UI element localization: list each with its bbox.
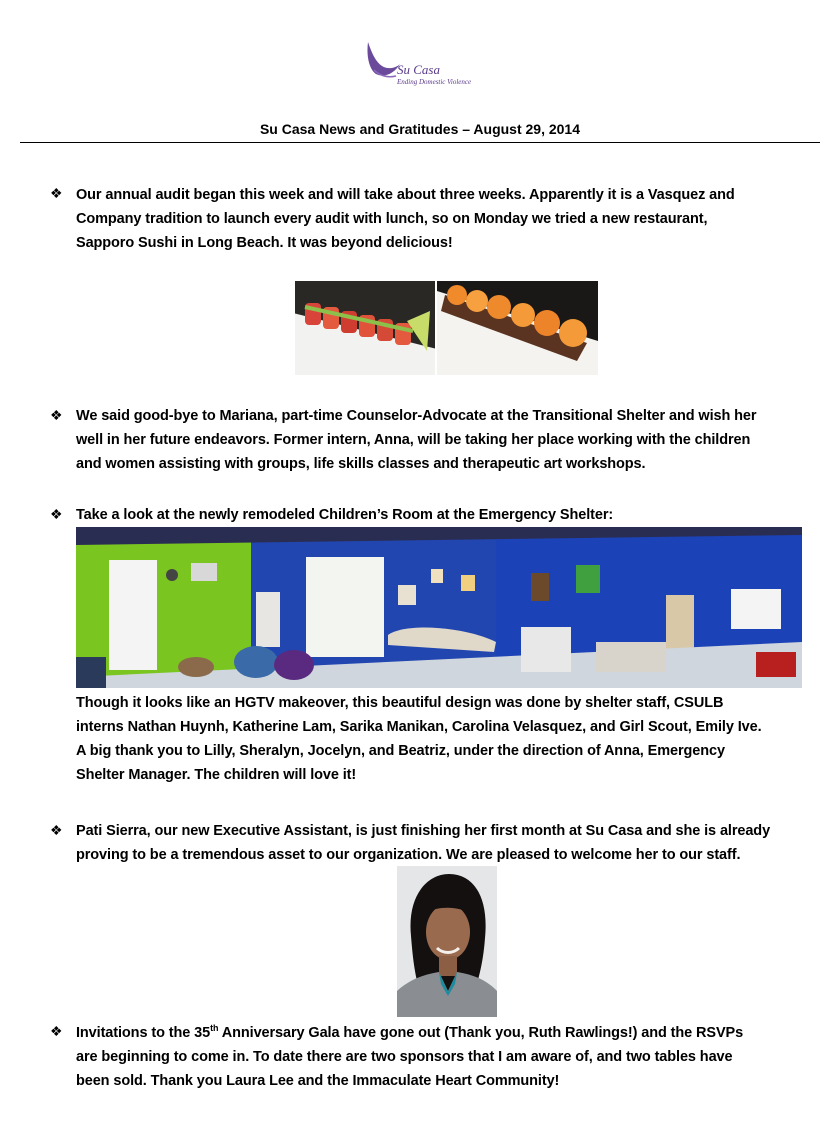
text-line: Shelter Manager. The children will love it! bbox=[76, 767, 357, 783]
portrait-photo bbox=[397, 866, 497, 1017]
ordinal-suffix: th bbox=[210, 1023, 219, 1034]
childrens-room-photo bbox=[76, 527, 802, 688]
text-fragment: Anniversary Gala have gone out (Thank you, Ruth Rawlings!) and the RSVPs bbox=[218, 1025, 744, 1041]
text-line: well in her future endeavors. Former intern, Anna, will be taking her place working with the children bbox=[76, 432, 751, 448]
text-line bbox=[76, 1021, 743, 1045]
text-line: Though it looks like an HGTV makeover, this beautiful design was done by shelter staff, CSULB bbox=[76, 695, 724, 711]
news-item-pati-sierra bbox=[76, 819, 770, 867]
bullet-icon: ❖ bbox=[50, 1023, 63, 1039]
logo-name: Su Casa bbox=[397, 62, 440, 77]
bullet-icon: ❖ bbox=[50, 407, 63, 423]
text-line: been sold. Thank you Laura Lee and the Immaculate Heart Community! bbox=[76, 1073, 560, 1089]
text-line: Company tradition to launch every audit with lunch, so on Monday we tried a new restaurant, bbox=[76, 211, 708, 227]
sushi-photo-left bbox=[295, 281, 435, 375]
news-item-audit bbox=[76, 183, 735, 255]
bullet-icon: ❖ bbox=[50, 822, 63, 838]
text-line: Sapporo Sushi in Long Beach. It was beyond delicious! bbox=[76, 235, 453, 251]
news-item-gala bbox=[76, 1021, 743, 1093]
title-divider bbox=[20, 142, 820, 143]
text-line: We said good-bye to Mariana, part-time Counselor-Advocate at the Transitional Shelter and wish her bbox=[76, 408, 757, 424]
text-line: and women assisting with groups, life skills classes and therapeutic art workshops. bbox=[76, 456, 646, 472]
page-title: Su Casa News and Gratitudes – August 29, 2014 bbox=[259, 121, 581, 137]
bullet-icon: ❖ bbox=[50, 185, 63, 201]
text-line: interns Nathan Huynh, Katherine Lam, Sarika Manikan, Carolina Velasquez, and Girl Scout, Emily Ive. bbox=[76, 719, 762, 735]
text-line: Our annual audit began this week and will take about three weeks. Apparently it is a Vasquez and bbox=[76, 187, 735, 203]
su-casa-logo bbox=[362, 40, 480, 98]
text-fragment: Invitations to the 35 bbox=[76, 1025, 211, 1041]
text-line: are beginning to come in. To date there are two sponsors that I am aware of, and two tables have bbox=[76, 1049, 733, 1065]
sushi-photo-right bbox=[437, 281, 598, 375]
text-line: proving to be a tremendous asset to our organization. We are pleased to welcome her to our staff. bbox=[76, 847, 741, 863]
text-line: A big thank you to Lilly, Sheralyn, Jocelyn, and Beatriz, under the direction of Anna, Emergency bbox=[76, 743, 725, 759]
logo-tagline: Ending Domestic Violence bbox=[397, 78, 472, 86]
news-item-childrens-room-heading: Take a look at the newly remodeled Children’s Room at the Emergency Shelter: bbox=[76, 507, 614, 523]
bullet-icon: ❖ bbox=[50, 506, 63, 522]
news-item-mariana bbox=[76, 404, 756, 476]
text-line: Pati Sierra, our new Executive Assistant, is just finishing her first month at Su Casa and she is already bbox=[76, 823, 771, 839]
dove-icon bbox=[362, 40, 402, 82]
news-item-childrens-room-body bbox=[76, 691, 762, 787]
